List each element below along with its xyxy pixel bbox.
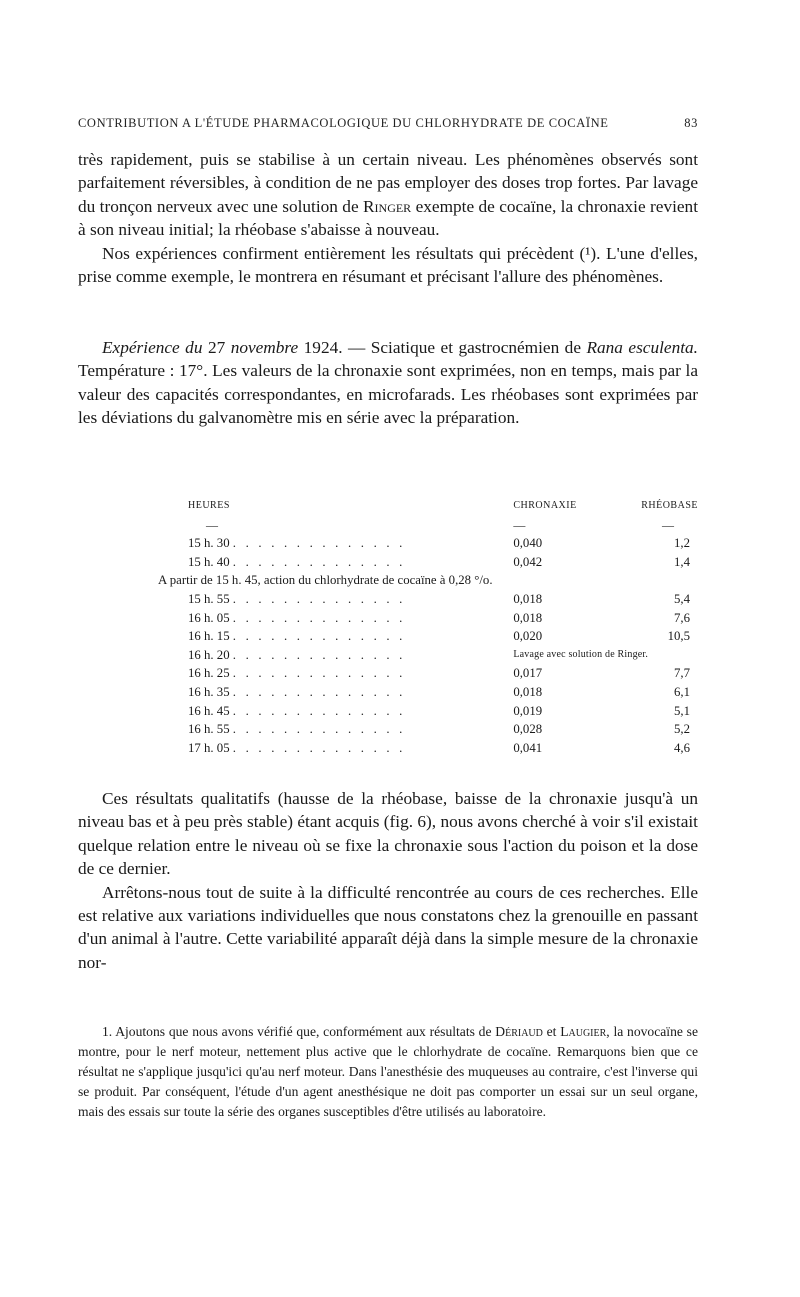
paragraph: Arrêtons-nous tout de suite à la difficulté rencontrée au cours de ces recherches. Elle est relative aux variations individuelles que nous constatons chez la grenouille en passant d'un animal à l'autre. Cette variabilité apparaît déjà dans la simple mesure de la chronaxie nor- xyxy=(78,882,698,972)
dash: — xyxy=(513,517,526,532)
italic-text: Expérience du xyxy=(102,338,203,357)
table-note: A partir de 15 h. 45, action du chlorhydrate de cocaïne à 0,28 °/o. xyxy=(158,573,493,588)
chronaxie-cell: 0,018 xyxy=(513,610,543,625)
running-header xyxy=(78,116,698,131)
text-span: exempte de cocaïne, la chronaxie revient à son niveau initial; la rhéobase s'abaisse à nouveau. xyxy=(78,196,698,240)
dot-leader: . . . . . . . . . . . . . . xyxy=(232,647,406,662)
table-row xyxy=(158,590,698,609)
paragraph: Ces résultats qualitatifs (hausse de la rhéobase, baisse de la chronaxie jusqu'à un niveau bas et à peu près stable) étant acquis (fig. 6), nous avons cherché à voir s'il existait quelque relation entre le niveau où se fixe la chronaxie sous l'action du poison et la dose de ce dernier. xyxy=(78,789,698,879)
rheobase-cell: 6,1 xyxy=(674,684,690,699)
chronaxie-cell: 0,018 xyxy=(513,684,543,699)
time-value: 16 h. 35 xyxy=(188,684,230,699)
dot-leader: . . . . . . . . . . . . . . xyxy=(232,554,406,569)
text-span: très rapidement, puis se stabilise à un certain niveau. Les phénomènes observés sont parfaitement réversibles, à condition de ne pas employer des doses trop fortes. Par lavage du tronçon nerveux avec une solution de xyxy=(78,150,698,216)
dot-leader: . . . . . . . . . . . . . . xyxy=(232,591,406,606)
column-header: HEURES xyxy=(188,500,230,511)
table-row xyxy=(158,571,698,590)
table-row xyxy=(158,720,698,739)
time-cell xyxy=(158,720,505,739)
rheobase-cell: 5,2 xyxy=(674,722,690,737)
experiment-paragraph xyxy=(78,336,698,430)
rheobase-cell: 1,4 xyxy=(674,554,690,569)
time-value: 15 h. 40 xyxy=(188,554,230,569)
chronaxie-cell: 0,017 xyxy=(513,666,543,681)
table-row xyxy=(158,553,698,572)
text-span: — Sciatique et gastrocnémien de xyxy=(342,338,587,357)
chronaxie-cell: 0,040 xyxy=(513,536,543,551)
column-header: RHÉOBASE xyxy=(641,500,698,511)
time-value: 16 h. 20 xyxy=(188,647,230,662)
time-cell xyxy=(158,683,505,702)
time-cell xyxy=(158,739,505,758)
chronaxie-cell: 0,019 xyxy=(513,703,543,718)
rheobase-cell: 5,4 xyxy=(674,591,690,606)
dot-leader: . . . . . . . . . . . . . . xyxy=(232,722,406,737)
data-table xyxy=(158,497,698,757)
time-value: 17 h. 05 xyxy=(188,740,230,755)
table-row xyxy=(158,664,698,683)
author-name: Dériaud xyxy=(495,1024,543,1039)
dash: — xyxy=(206,517,218,532)
table-row xyxy=(158,702,698,721)
chronaxie-cell: 0,041 xyxy=(513,740,543,755)
rheobase-cell: 7,7 xyxy=(674,666,690,681)
author-name: Laugier xyxy=(560,1024,607,1039)
running-title: CONTRIBUTION A L'ÉTUDE PHARMACOLOGIQUE DU CHLORHYDRATE DE COCAÏNE xyxy=(78,116,609,130)
footnote-text xyxy=(78,1022,698,1122)
paragraph xyxy=(78,336,698,430)
time-cell xyxy=(158,664,505,683)
time-value: 15 h. 30 xyxy=(188,536,230,551)
table-body xyxy=(158,534,698,757)
chronaxie-cell: 0,028 xyxy=(513,722,543,737)
rheobase-cell: 10,5 xyxy=(667,629,690,644)
time-cell xyxy=(158,609,505,628)
table-dash-row xyxy=(158,516,698,535)
table-row xyxy=(158,739,698,758)
time-value: 16 h. 45 xyxy=(188,703,230,718)
table-row xyxy=(158,683,698,702)
text-span: 1. Ajoutons que nous avons vérifié que, conformément aux résultats de xyxy=(102,1024,496,1039)
rheobase-cell: 7,6 xyxy=(674,610,690,625)
table-row xyxy=(158,627,698,646)
table-header-row xyxy=(158,497,698,516)
time-value: 16 h. 05 xyxy=(188,610,230,625)
rheobase-cell: 5,1 xyxy=(674,703,690,718)
rheobase-cell: 4,6 xyxy=(674,740,690,755)
chronaxie-cell: 0,020 xyxy=(513,629,543,644)
paragraph: Nos expériences confirment entièrement les résultats qui précèdent (¹). L'une d'elles, prise comme exemple, le montrera en résumant et précisant l'allure des phénomènes. xyxy=(78,243,698,287)
column-header: CHRONAXIE xyxy=(513,500,577,511)
time-cell xyxy=(158,534,505,553)
table-row xyxy=(158,646,698,665)
dot-leader: . . . . . . . . . . . . . . xyxy=(232,740,406,755)
chronaxie-cell: 0,042 xyxy=(513,554,543,569)
body-paragraphs-bottom xyxy=(78,787,698,974)
time-value: 15 h. 55 xyxy=(188,591,230,606)
text-span: 27 xyxy=(207,338,226,357)
time-value: 16 h. 15 xyxy=(188,629,230,644)
dot-leader: . . . . . . . . . . . . . . xyxy=(232,536,406,551)
dot-leader: . . . . . . . . . . . . . . xyxy=(232,610,406,625)
page-number: 83 xyxy=(684,116,698,130)
text-span: , la novocaïne se montre, pour le nerf moteur, nettement plus active que le chlorhydrate de cocaïne. Remarquons bien que ce résultat ne s'applique jusqu'ici qu'au nerf moteur. Dans l'anesthésie des muqueuses au contraire, c'est l'inverse qui se produit. Par conséquent, l'étude d'un agent anesthésique ne doit pas comporter un essai sur un seul organe, mais des essais sur toute la série des organes susceptibles d'être utilisés au laboratoire. xyxy=(78,1024,698,1119)
dot-leader: . . . . . . . . . . . . . . xyxy=(232,684,406,699)
time-cell xyxy=(158,553,505,572)
time-cell xyxy=(158,627,505,646)
time-value: 16 h. 25 xyxy=(188,666,230,681)
dash: — xyxy=(662,517,674,532)
dot-leader: . . . . . . . . . . . . . . xyxy=(232,629,406,644)
species-name: Rana esculenta. xyxy=(586,338,698,357)
table-row xyxy=(158,609,698,628)
rheobase-cell: 1,2 xyxy=(674,536,690,551)
text-span: et xyxy=(542,1024,561,1039)
footnote xyxy=(78,1022,698,1122)
text-span: Température : 17°. Les valeurs de la chronaxie sont exprimées, non en temps, mais par la valeur des capacités correspondantes, en microfarads. Les rhéobases sont exprimées par les déviations du galvanomètre mis en série avec la préparation. xyxy=(78,361,698,428)
body-paragraphs-top xyxy=(78,148,698,288)
dot-leader: . . . . . . . . . . . . . . xyxy=(232,666,406,681)
author-name: Ringer xyxy=(363,196,412,216)
text-span: 1924. xyxy=(303,338,343,357)
time-value: 16 h. 55 xyxy=(188,722,230,737)
time-cell xyxy=(158,646,505,665)
table-row xyxy=(158,534,698,553)
lavage-note: Lavage avec solution de Ringer. xyxy=(513,648,649,660)
chronaxie-cell: 0,018 xyxy=(513,591,543,606)
time-cell xyxy=(158,702,505,721)
italic-text: novembre xyxy=(230,338,299,357)
time-cell xyxy=(158,590,505,609)
paragraph xyxy=(78,148,698,242)
dot-leader: . . . . . . . . . . . . . . xyxy=(232,703,406,718)
